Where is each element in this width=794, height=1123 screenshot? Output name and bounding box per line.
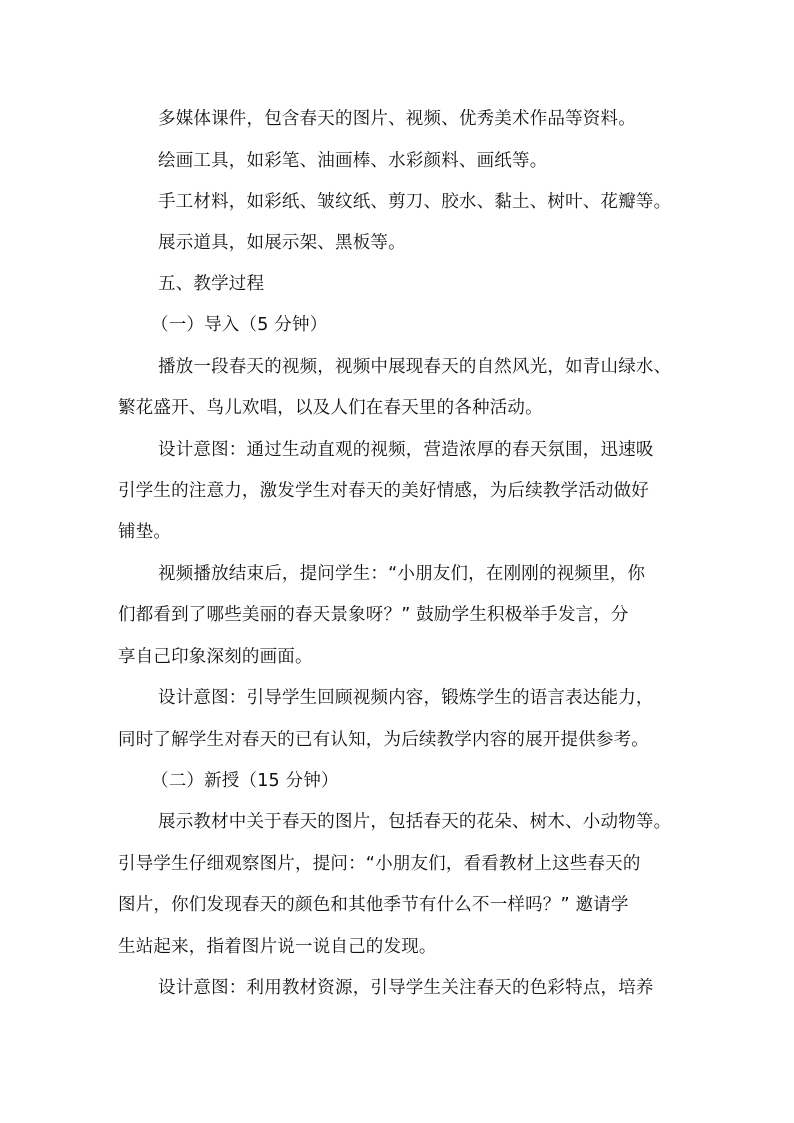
subsection-heading-intro: （一）导入（5 分钟） [151,315,328,335]
paragraph-line: 展示教材中关于春天的图片，包括春天的花朵、树木、小动物等。 [158,812,672,832]
section-heading: 五、教学过程 [158,274,265,294]
subsection-heading-new-lesson: （二）新授（15 分钟） [151,771,339,791]
paragraph-line: 们都看到了哪些美丽的春天景象呀？” 鼓励学生积极举手发言，分 [118,605,629,625]
paragraph-line: 享自己印象深刻的画面。 [118,647,313,667]
paragraph-line: 繁花盛开、鸟儿欢唱，以及人们在春天里的各种活动。 [118,398,543,418]
paragraph-line: 设计意图：引导学生回顾视频内容，锻炼学生的语言表达能力， [158,688,654,708]
paragraph-line: 引学生的注意力，激发学生对春天的美好情感，为后续教学活动做好 [118,481,649,501]
paragraph-line: 引导学生仔细观察图片，提问：“小朋友们，看看教材上这些春天的 [118,854,641,874]
paragraph-line: 同时了解学生对春天的已有认知，为后续教学内容的展开提供参考。 [118,730,649,750]
paragraph-line: 图片，你们发现春天的颜色和其他季节有什么不一样吗？” 邀请学 [118,895,629,915]
paragraph-line: 设计意图：通过生动直观的视频，营造浓厚的春天氛围，迅速吸 [158,440,654,460]
paragraph-line: 播放一段春天的视频，视频中展现春天的自然风光，如青山绿水、 [158,357,672,377]
paragraph-line: 设计意图：利用教材资源，引导学生关注春天的色彩特点，培养 [158,978,654,998]
material-line-handcraft: 手工材料，如彩纸、皱纹纸、剪刀、胶水、黏土、树叶、花瓣等。 [158,192,672,212]
material-line-display: 展示道具，如展示架、黑板等。 [158,233,406,253]
paragraph-line: 生站起来，指着图片说一说自己的发现。 [118,937,437,957]
material-line-courseware: 多媒体课件，包含春天的图片、视频、优秀美术作品等资料。 [158,109,636,129]
paragraph-line: 铺垫。 [118,522,172,542]
paragraph-line: 视频播放结束后，提问学生：“小朋友们，在刚刚的视频里，你 [158,564,646,584]
material-line-drawing-tools: 绘画工具，如彩笔、油画棒、水彩颜料、画纸等。 [158,151,548,171]
